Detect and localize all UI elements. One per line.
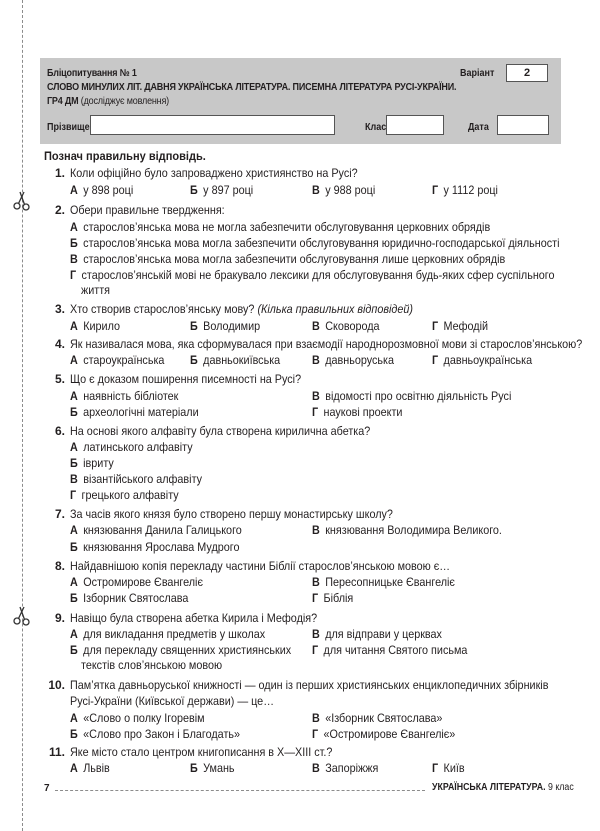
option-continuation: життя [81, 283, 111, 297]
option: В у 988 році [312, 183, 376, 197]
question-number: 9. [54, 611, 65, 625]
option: А у 898 році [70, 183, 134, 197]
option: А князювання Данила Галицького [70, 523, 242, 537]
question-number: 5. [54, 372, 65, 386]
cut-line [22, 0, 23, 831]
option: Б у 897 році [190, 183, 254, 197]
question-text: Обери правильне твердження: [70, 203, 225, 217]
question-text: Навіщо була створена абетка Кирила і Мефодія? [70, 611, 318, 625]
option: Б Володимир [190, 319, 261, 333]
question-number: 2. [54, 203, 65, 217]
option: А Львів [70, 761, 110, 775]
question-number: 1. [54, 166, 65, 180]
class-label: Клас [365, 122, 387, 133]
option: В Пересопницьке Євангеліє [312, 575, 455, 589]
option: А для викладання предметів у школах [70, 627, 266, 641]
quiz-title: Бліцопитування № 1 [47, 68, 137, 79]
option: Б Умань [190, 761, 235, 775]
question-number: 8. [54, 559, 65, 573]
option: А «Слово о полку Ігоревім [70, 711, 205, 725]
option: Г Київ [432, 761, 465, 775]
question-text: На основі якого алфавіту була створена кирилична абетка? [70, 424, 371, 438]
question-number: 6. [54, 424, 65, 438]
question-text: Хто створив старослов’янську мову? (Кілька правильних відповідей) [70, 302, 413, 316]
option: Г у 1112 році [432, 183, 498, 197]
option: А Кирило [70, 319, 121, 333]
variant-field: 2 [506, 64, 548, 82]
instruction: Познач правильну відповідь. [44, 149, 206, 163]
option: В «Ізборник Святослава» [312, 711, 443, 725]
question-number: 4. [54, 337, 65, 351]
quiz-topic: СЛОВО МИНУЛИХ ЛІТ. ДАВНЯ УКРАЇНСЬКА ЛІТЕРАТУРА. ПИСЕМНА ЛІТЕРАТУРА РУСІ-УКРАЇНИ. [47, 82, 457, 93]
option: Б івриту [70, 456, 114, 470]
option: Г «Остромирове Євангеліє» [312, 727, 456, 741]
option: А латинського алфавіту [70, 440, 193, 454]
question-text: Пам’ятка давньоруської книжності — один із перших християнських енциклопедичних збірників [70, 678, 549, 692]
question-text-continuation: Русі-України (Київської держави) — це… [70, 694, 275, 708]
page-number: 7 [44, 783, 50, 794]
option: Б археологічні матеріали [70, 405, 199, 419]
scissors-icon [11, 191, 33, 213]
option: Б князювання Ярослава Мудрого [70, 540, 240, 554]
option: Г грецького алфавіту [70, 488, 179, 502]
option: Г давньоукраїнська [432, 353, 533, 367]
option: Г Мефодій [432, 319, 489, 333]
option: Г Біблія [312, 591, 354, 605]
surname-field[interactable] [90, 115, 335, 135]
option: Б старослов’янська мова могла забезпечити обслуговування юридично-господарської діяльності [70, 236, 560, 250]
option: В візантійського алфавіту [70, 472, 203, 486]
option: Б давньокиївська [190, 353, 281, 367]
option: В для відправи у церквах [312, 627, 442, 641]
option: Б для перекладу священних християнських [70, 643, 292, 657]
question-text: Яке місто стало центром книгописання в X—XIII ст.? [70, 745, 333, 759]
question-text: За часів якого князя було створено першу монастирську школу? [70, 507, 393, 521]
question-text: Коли офіційно було запроваджено християнство на Русі? [70, 166, 358, 180]
option: Г старослов’янській мові не бракувало лексики для обслуговування будь-яких сфер суспільного [70, 268, 555, 282]
question-text: Як називалася мова, яка сформувалася при взаємодії народнорозмовної мови зі старослов’янською? [70, 337, 583, 351]
class-field[interactable] [386, 115, 444, 135]
option: В Запоріжжя [312, 761, 379, 775]
header-box [40, 58, 561, 144]
footer-subject: УКРАЇНСЬКА ЛІТЕРАТУРА. 9 клас [432, 782, 574, 793]
option: В відомості про освітню діяльність Русі [312, 389, 512, 403]
option: А наявність бібліотек [70, 389, 179, 403]
option: А Остромирове Євангеліє [70, 575, 203, 589]
question-text: Що є доказом поширення писемності на Русі? [70, 372, 302, 386]
variant-label: Варіант [460, 68, 495, 79]
option: А старослов’янська мова не могла забезпечити обслуговування церковних обрядів [70, 220, 491, 234]
date-field[interactable] [497, 115, 549, 135]
option: Г для читання Святого письма [312, 643, 468, 657]
option: Б Ізборник Святослава [70, 591, 189, 605]
option: Б «Слово про Закон і Благодать» [70, 727, 241, 741]
option: Г наукові проекти [312, 405, 403, 419]
question-number: 10. [48, 678, 65, 692]
option: В князювання Володимира Великого. [312, 523, 502, 537]
question-number: 11. [48, 745, 65, 759]
scissors-icon [11, 606, 33, 628]
quiz-skill: ГР4 ДМ (досліджує мовлення) [47, 96, 169, 107]
date-label: Дата [468, 122, 489, 133]
question-text: Найдавнішою копія перекладу частини Біблії старослов’янською мовою є… [70, 559, 451, 573]
option: А староукраїнська [70, 353, 165, 367]
question-number: 3. [54, 302, 65, 316]
option: В Сковорода [312, 319, 380, 333]
option-continuation: текстів слов’янською мовою [81, 658, 223, 672]
question-number: 7. [54, 507, 65, 521]
option: В давньоруська [312, 353, 395, 367]
footer-divider [55, 790, 425, 791]
surname-label: Прізвище [47, 122, 90, 133]
option: В старослов’янська мова могла забезпечити обслуговування лише церковних обрядів [70, 252, 506, 266]
